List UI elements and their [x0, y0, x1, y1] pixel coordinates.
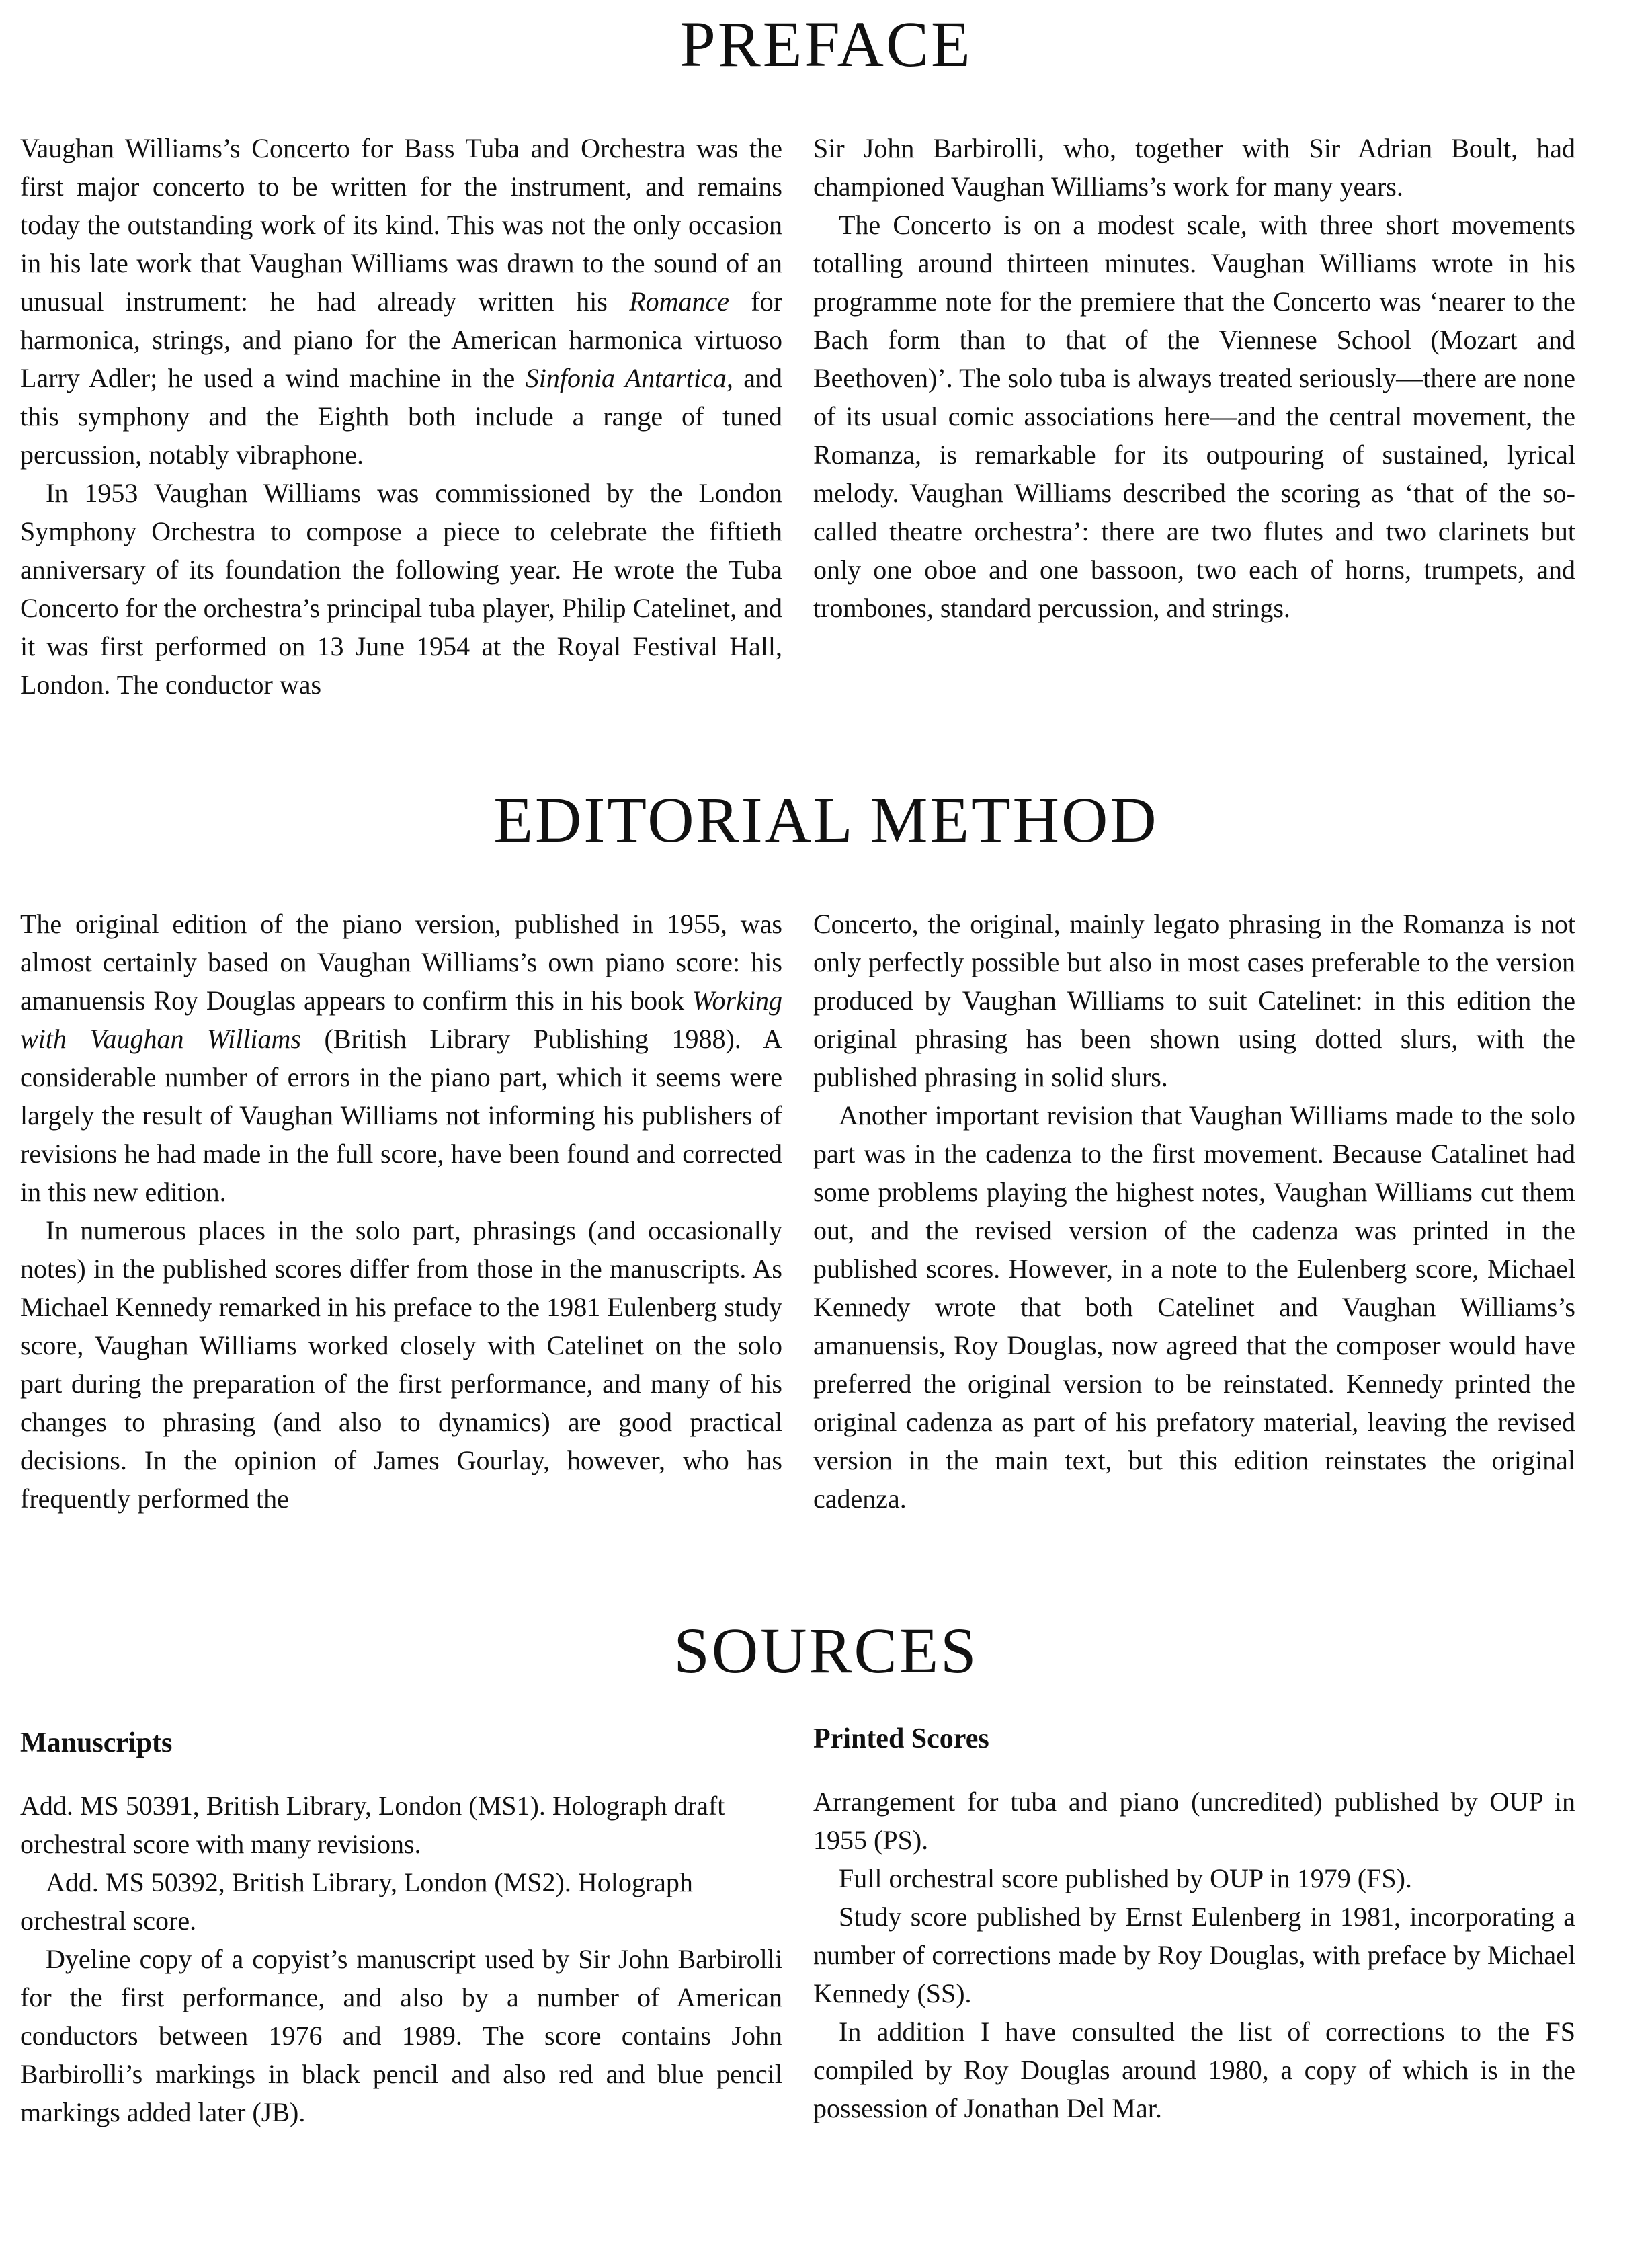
preface-paragraph-2: In 1953 Vaughan Williams was commissioned by the London Symphony Orchestra to compose a piece to celebrate the fiftieth anniversary of its foundation the following year. He wrote the Tuba Concerto for the orchestra’s principal tuba player, Philip Catelinet, and it was first performed on 13 June 1954 at the Royal Festival Hall, London. The conductor was: [20, 478, 782, 700]
manuscripts-column: [20, 1726, 782, 2131]
printed-score-entry: In addition I have consulted the list of corrections to the FS compiled by Roy Douglas around 1980, a copy of which is in the possession of Jonathan Del Mar.: [813, 2016, 1575, 2123]
printed-scores-subheading: Printed Scores: [813, 1723, 989, 1754]
printed-score-entry: Arrangement for tuba and piano (uncredited) published by OUP in 1955 (PS).: [813, 1787, 1575, 1855]
preface-left-column: [20, 129, 782, 704]
editorial-left-column: [20, 905, 782, 1518]
book-title: Working with Vaughan Williams: [20, 985, 782, 1054]
editorial-paragraph-4: Another important revision that Vaughan Williams made to the solo part was in the cadenza to the first movement. Because Catalinet had some problems playing the highest notes, Vaughan Williams cut them out, and the revised version of the cadenza was printed in the published scores. However, in a note to the Eulenberg score, Michael Kennedy wrote that both Catelinet and Vaughan Williams’s amanuensis, Roy Douglas, now agreed that the composer would have preferred the original version to be reinstated. Kennedy printed the original cadenza as part of his prefatory material, leaving the revised version in the main text, but this edition reinstates the original cadenza.: [813, 1100, 1575, 1514]
manuscript-entry: Add. MS 50391, British Library, London (MS1). Holograph draft orchestral score with many revisions.: [20, 1791, 725, 1859]
manuscripts-subheading: Manuscripts: [20, 1727, 173, 1758]
printed-score-entry: Full orchestral score published by OUP in 1979 (FS).: [839, 1863, 1412, 1893]
manuscript-entry: Dyeline copy of a copyist’s manuscript used by Sir John Barbirolli for the first performance, and also by a number of American conductors between 1976 and 1989. The score contains John Barbirolli’s markings in black pencil and also red and blue pencil markings added later (JB).: [20, 1944, 782, 2127]
preface-right-column: [813, 129, 1575, 627]
printed-score-entry: Study score published by Ernst Eulenberg in 1981, incorporating a number of corrections made by Roy Douglas, with preface by Michael Kennedy (SS).: [813, 1902, 1575, 2008]
editorial-heading: EDITORIAL METHOD: [493, 784, 1159, 856]
romance-title: Romance: [629, 286, 730, 317]
preface-paragraph-4: The Concerto is on a modest scale, with three short movements totalling around thirteen minutes. Vaughan Williams wrote in his programme note for the premiere that the Concerto was ‘nearer to the Bach form than to that of the Viennese School (Mozart and Beethoven)’. The solo tuba is always treated seriously—there are none of its usual comic associations here—and the central movement, the Romanza, is remarkable for its outpouring of sustained, lyrical melody. Vaughan Williams described the scoring as ‘that of the so-called theatre orchestra’: there are two flutes and two clarinets but only one oboe and one bassoon, two each of horns, trumpets, and trombones, standard percussion, and strings.: [813, 210, 1575, 623]
editorial-paragraph-3: Concerto, the original, mainly legato phrasing in the Romanza is not only perfectly possible but also in most cases preferable to the version produced by Vaughan Williams to suit Catelinet: in this edition the original phrasing has been shown using dotted slurs, with the published phrasing in solid slurs.: [813, 909, 1575, 1092]
preface-paragraph-1: Vaughan Williams’s Concerto for Bass Tuba and Orchestra was the first major concerto to be written for the instrument, and remains today the outstanding work of its kind. This was not the only occasion in his late work that Vaughan Williams was drawn to the sound of an unusual instrument: he had already written his Romance for harmonica, strings, and piano for the American harmonica virtuoso Larry Adler; he used a wind machine in the Sinfonia Antartica, and this symphony and the Eighth both include a range of tuned percussion, notably vibraphone.: [20, 133, 783, 470]
sinfonia-title: Sinfonia Antartica: [525, 363, 727, 393]
editorial-paragraph-2: In numerous places in the solo part, phrasings (and occasionally notes) in the published scores differ from those in the manuscripts. As Michael Kennedy remarked in his preface to the 1981 Eulenberg study score, Vaughan Williams worked closely with Catelinet on the solo part during the preparation of the first performance, and many of his changes to phrasing (and also to dynamics) are good practical decisions. In the opinion of James Gourlay, however, who has frequently performed the: [20, 1215, 782, 1514]
manuscript-entry: Add. MS 50392, British Library, London (MS2). Holograph orchestral score.: [20, 1867, 693, 1936]
printed-scores-column: [813, 1722, 1575, 2127]
editorial-paragraph-1: The original edition of the piano version, published in 1955, was almost certainly based on Vaughan Williams’s own piano score: his amanuensis Roy Douglas appears to confirm this in his book Working with Vaughan Williams (British Library Publishing 1988). A considerable number of errors in the piano part, which it seems were largely the result of Vaughan Williams not informing his publishers of revisions he had made in the full score, have been found and corrected in this new edition.: [20, 909, 782, 1207]
sources-heading: SOURCES: [673, 1614, 979, 1686]
preface-heading: PREFACE: [679, 8, 973, 80]
editorial-right-column: [813, 905, 1575, 1518]
preface-paragraph-3: Sir John Barbirolli, who, together with Sir Adrian Boult, had championed Vaughan Williams’s work for many years.: [813, 133, 1575, 202]
